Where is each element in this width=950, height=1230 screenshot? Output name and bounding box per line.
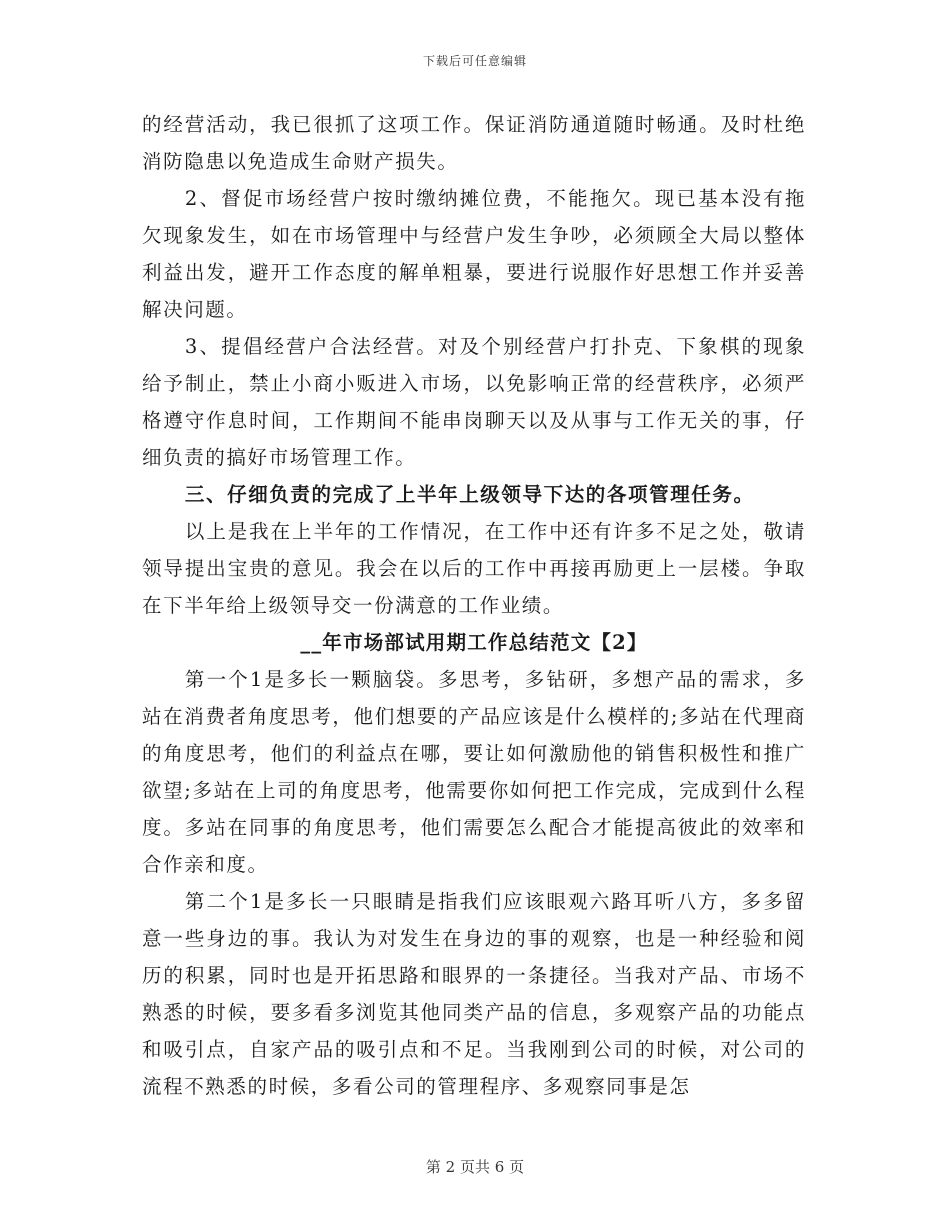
paragraph-item-3: 3、提倡经营户合法经营。对及个别经营户打扑克、下象棋的现象给予制止，禁止小商小贩进入市场，以免影响正常的经营秩序，必须严格遵守作息时间，工作期间不能串岗聊天以及从事与工作无关的事，仔细负责的搞好市场管理工作。 [142,335,806,469]
paragraph-second-one: 第二个1是多长一只眼睛是指我们应该眼观六路耳听八方，多多留意一些身边的事。我认为对发生在身边的事的观察，也是一种经验和阅历的积累，同时也是开拓思路和眼界的一条捷径。当我对产品、市场不熟悉的时候，要多看多浏览其他同类产品的信息，多观察产品的功能点和吸引点，自家产品的吸引点和不足。当我刚到公司的时候，对公司的流程不熟悉的时候，多看公司的管理程序、多观察同事是怎 [142,890,806,1098]
page-footer: 第 2 页共 6 页 [425,1158,525,1176]
article-title: __年市场部试用期工作总结范文【2】 [300,631,648,654]
paragraph-continuation: 的经营活动，我已很抓了这项工作。保证消防通道随时畅通。及时杜绝消防隐患以免造成生命财产损失。 [142,113,806,173]
paragraph-first-one: 第一个1是多长一颗脑袋。多思考，多钻研，多想产品的需求，多站在消费者角度思考，他们想要的产品应该是什么模样的;多站在代理商的角度思考，他们的利益点在哪，要让如何激励他的销售积极性和推广欲望;多站在上司的角度思考，他需要你如何把工作完成，完成到什么程度。多站在同事的角度思考，他们需要怎么配合才能提高彼此的效率和合作亲和度。 [142,668,806,876]
page-header: 下载后可任意编辑 [422,54,527,68]
paragraph-summary: 以上是我在上半年的工作情况，在工作中还有许多不足之处，敬请领导提出宝贵的意见。我会在以后的工作中再接再励更上一层楼。争取在下半年给上级领导交一份满意的工作业绩。 [142,520,806,617]
section-heading-three: 三、仔细负责的完成了上半年上级领导下达的各项管理任务。 [184,483,755,506]
paragraph-item-2: 2、督促市场经营户按时缴纳摊位费，不能拖欠。现已基本没有拖欠现象发生，如在市场管理中与经营户发生争吵，必须顾全大局以整体利益出发，避开工作态度的解单粗暴，要进行说服作好思想工作并妥善解决问题。 [142,187,806,321]
document-body [142,106,806,1105]
